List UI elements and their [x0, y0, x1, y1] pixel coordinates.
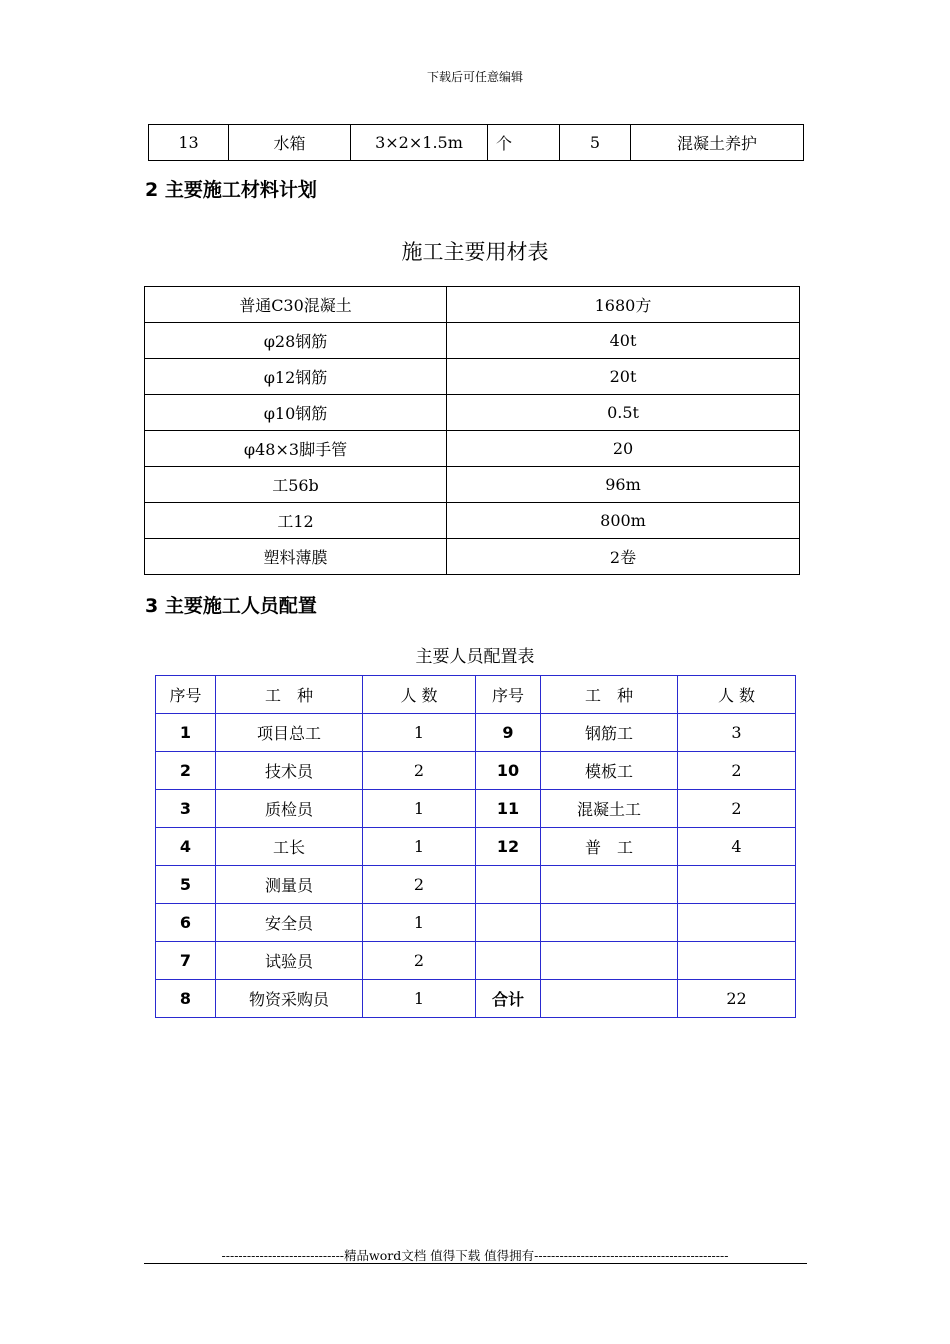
staff-index: 7: [156, 942, 216, 980]
material-name: 工12: [145, 503, 447, 539]
staff-count-2: [678, 866, 796, 904]
table-row: [156, 790, 796, 828]
material-name: φ10钢筋: [145, 395, 447, 431]
materials-table-title: 施工主要用材表: [401, 240, 549, 264]
header-index: 序号: [156, 676, 216, 714]
table-row: [145, 431, 800, 467]
material-quantity: 0.5t: [447, 395, 800, 431]
staff-count: 2: [363, 942, 476, 980]
equipment-table: [148, 124, 804, 161]
staff-index-2: 11: [476, 790, 541, 828]
staff-trade-2: [541, 942, 678, 980]
staff-count: 1: [363, 904, 476, 942]
staff-count-2: 4: [678, 828, 796, 866]
equip-count: 5: [560, 125, 631, 161]
equip-index: 13: [149, 125, 229, 161]
table-row: [156, 866, 796, 904]
staff-count-2: [678, 904, 796, 942]
staff-index-2: [476, 866, 541, 904]
staff-table: [155, 675, 796, 1018]
staff-header-row: [156, 676, 796, 714]
staff-index: 6: [156, 904, 216, 942]
table-row: [156, 980, 796, 1018]
staff-trade: 安全员: [216, 904, 363, 942]
material-quantity: 800m: [447, 503, 800, 539]
equip-purpose: 混凝土养护: [631, 125, 804, 161]
header-trade-2: 工 种: [541, 676, 678, 714]
table-row: [145, 395, 800, 431]
staff-trade-2: [541, 980, 678, 1018]
table-row: [145, 359, 800, 395]
staff-index-2: 9: [476, 714, 541, 752]
staff-trade: 工长: [216, 828, 363, 866]
table-row: [145, 503, 800, 539]
table-row: [156, 828, 796, 866]
table-row: [145, 539, 800, 575]
material-quantity: 20t: [447, 359, 800, 395]
table-row: [145, 467, 800, 503]
material-quantity: 96m: [447, 467, 800, 503]
staff-trade: 测量员: [216, 866, 363, 904]
section-heading-staff: 3 主要施工人员配置: [145, 595, 317, 617]
staff-trade-2: [541, 866, 678, 904]
equip-name: 水箱: [229, 125, 351, 161]
staff-index: 1: [156, 714, 216, 752]
header-note: 下载后可任意编辑: [426, 70, 523, 84]
staff-index-2: 12: [476, 828, 541, 866]
staff-trade-2: 钢筋工: [541, 714, 678, 752]
staff-trade-2: [541, 904, 678, 942]
material-name: φ28钢筋: [145, 323, 447, 359]
staff-count-2: 22: [678, 980, 796, 1018]
section-heading-materials: 2 主要施工材料计划: [145, 179, 317, 201]
table-row: [149, 125, 804, 161]
footer-text: -----------------------------精品word文档 值得下载 值得拥有----------------------------------------------: [221, 1248, 729, 1263]
staff-index: 3: [156, 790, 216, 828]
staff-count: 2: [363, 752, 476, 790]
staff-table-title: 主要人员配置表: [415, 647, 535, 667]
staff-index: 4: [156, 828, 216, 866]
material-name: φ48×3脚手管: [145, 431, 447, 467]
header-count: 人 数: [363, 676, 476, 714]
staff-count-2: [678, 942, 796, 980]
staff-count: 1: [363, 980, 476, 1018]
material-name: 工56b: [145, 467, 447, 503]
staff-count: 1: [363, 790, 476, 828]
table-row: [156, 752, 796, 790]
staff-count-2: 3: [678, 714, 796, 752]
staff-index-2: 合计: [476, 980, 541, 1018]
staff-index: 5: [156, 866, 216, 904]
staff-index-2: 10: [476, 752, 541, 790]
staff-trade-2: 模板工: [541, 752, 678, 790]
material-name: 普通C30混凝土: [145, 287, 447, 323]
footer-divider: [144, 1263, 807, 1264]
material-name: φ12钢筋: [145, 359, 447, 395]
table-row: [156, 942, 796, 980]
header-count-2: 人 数: [678, 676, 796, 714]
table-row: [145, 323, 800, 359]
staff-count-2: 2: [678, 752, 796, 790]
staff-count: 2: [363, 866, 476, 904]
header-trade: 工 种: [216, 676, 363, 714]
material-quantity: 20: [447, 431, 800, 467]
material-name: 塑料薄膜: [145, 539, 447, 575]
staff-trade-2: 普 工: [541, 828, 678, 866]
staff-count-2: 2: [678, 790, 796, 828]
equip-spec: 3×2×1.5m: [351, 125, 488, 161]
staff-trade: 试验员: [216, 942, 363, 980]
staff-index: 8: [156, 980, 216, 1018]
table-row: [156, 904, 796, 942]
staff-count: 1: [363, 828, 476, 866]
staff-trade: 物资采购员: [216, 980, 363, 1018]
table-row: [145, 287, 800, 323]
equip-unit: 个: [488, 125, 560, 161]
staff-trade: 技术员: [216, 752, 363, 790]
material-quantity: 1680方: [447, 287, 800, 323]
table-row: [156, 714, 796, 752]
header-index-2: 序号: [476, 676, 541, 714]
staff-index-2: [476, 904, 541, 942]
staff-trade: 项目总工: [216, 714, 363, 752]
staff-index-2: [476, 942, 541, 980]
staff-index: 2: [156, 752, 216, 790]
material-quantity: 2卷: [447, 539, 800, 575]
material-quantity: 40t: [447, 323, 800, 359]
staff-trade: 质检员: [216, 790, 363, 828]
staff-trade-2: 混凝土工: [541, 790, 678, 828]
staff-count: 1: [363, 714, 476, 752]
materials-table: [144, 286, 800, 575]
